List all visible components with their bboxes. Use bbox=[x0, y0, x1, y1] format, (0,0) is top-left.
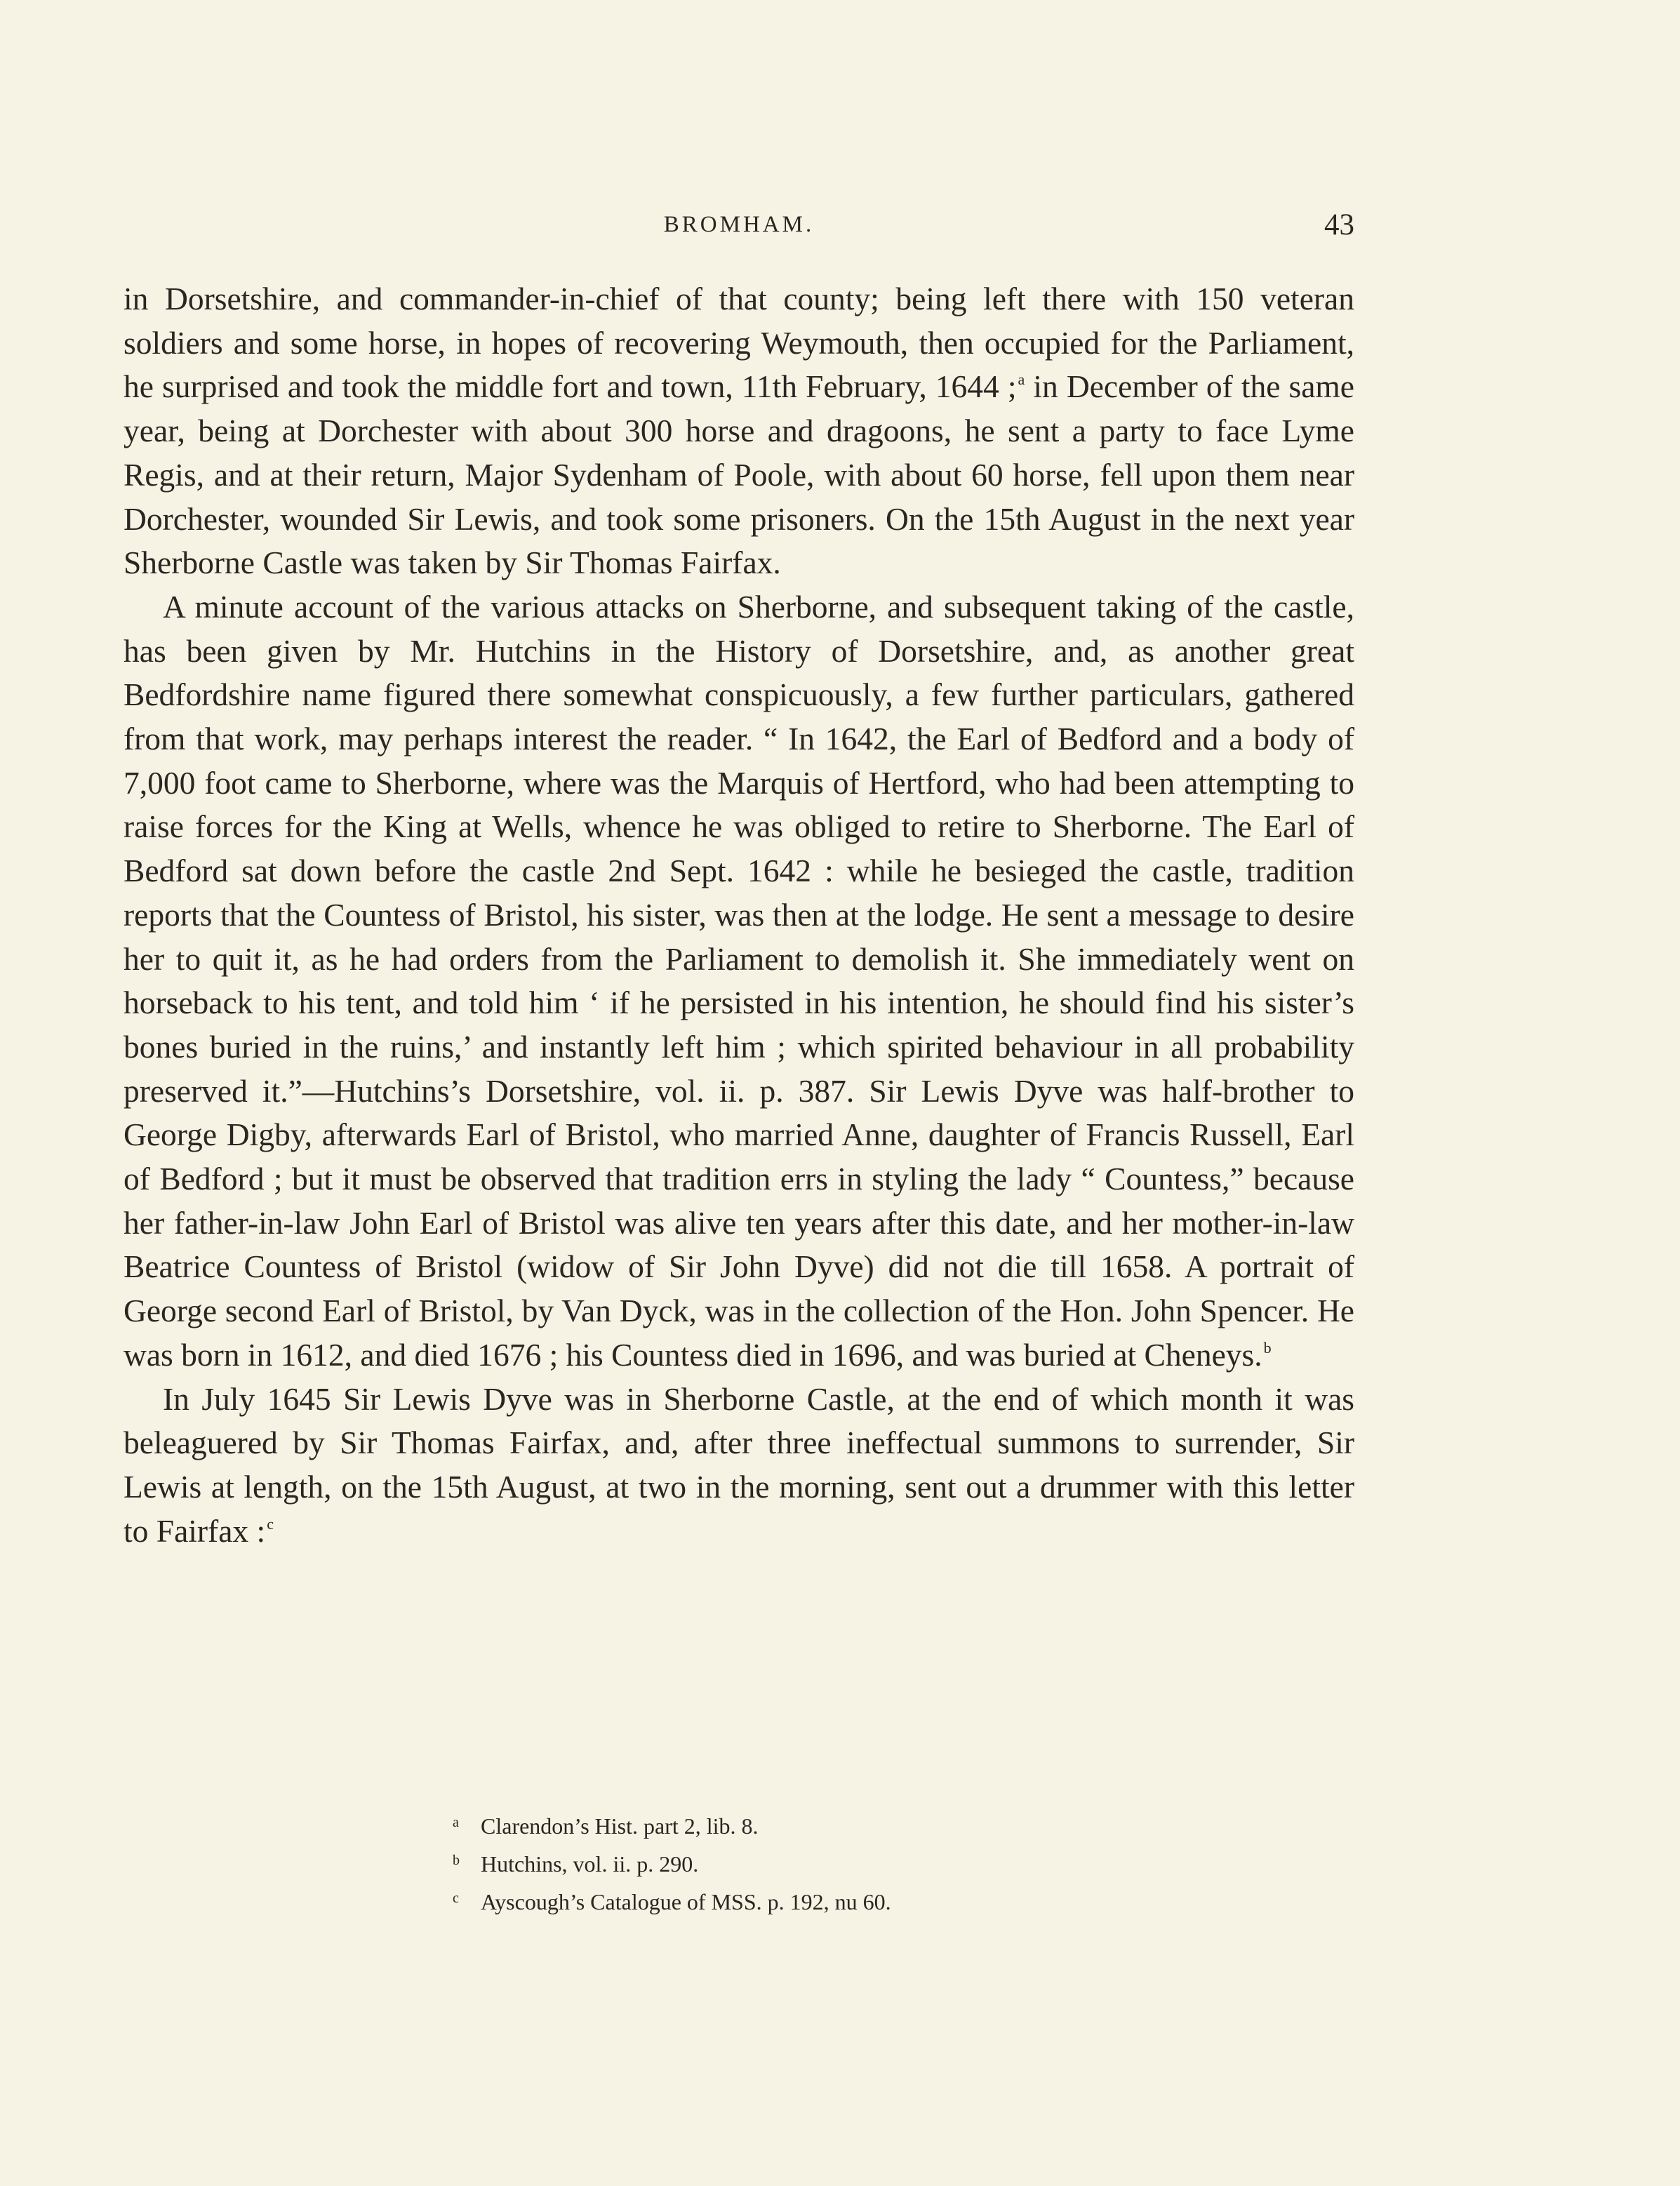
footnote-a bbox=[453, 1806, 1084, 1844]
footnote-text: Hutchins, vol. ii. p. 290. bbox=[481, 1851, 699, 1877]
footnote-ref-a: a bbox=[1018, 371, 1025, 389]
paragraph-text: A minute account of the various attacks on Sherborne, and subsequent taking of the castle, has been given by Mr. Hutchins in the History of Dorsetshire, and, as another great Bedfordshire name figured there somewhat conspicuously, a few further particulars, gathered from that work, may perhaps interest the reader. “ In 1642, the Earl of Bedford and a body of 7,000 foot came to Sherborne, where was the Marquis of Hertford, who had been attempting to raise forces for the King at Wells, whence he was obliged to retire to Sherborne. The Earl of Bedford sat down before the castle 2nd Sept. 1642 : while he besieged the castle, tradition reports that the Countess of Bristol, his sister, was then at the lodge. He sent a message to desire her to quit it, as he had orders from the Parliament to demolish it. She immediately went on horseback to his tent, and told him ‘ if he persisted in his intention, he should find his sister’s bones buried in the ruins,’ and instantly left him ; which spirited behaviour in all probability preserved it.”—Hutchins’s Dorsetshire, vol. ii. p. 387. Sir Lewis Dyve was half-brother to George Digby, afterwards Earl of Bristol, who married Anne, daughter of Francis Russell, Earl of Bedford ; but it must be observed that tradition errs in styling the lady “ Countess,” because her father-in-law John Earl of Bristol was alive ten years after this date, and her mother-in-law Beatrice Countess of Bristol (widow of Sir John Dyve) did not die till 1658. A portrait of George second Earl of Bristol, by Van Dyck, was in the collection of the Hon. John Spencer. He was born in 1612, and died 1676 ; his Countess died in 1696, and was buried at Cheneys. bbox=[124, 588, 1354, 1373]
footnote-b bbox=[453, 1844, 1084, 1881]
paragraph-text: in December of the same year, being at Dorchester with about 300 horse and dragoons, he sent a party to face Lyme Regis, and at their return, Major Sydenham of Poole, with about 60 horse, fell upon them near Dorchester, wounded Sir Lewis, and took some prisoners. On the 15th August in the next year Sherborne Castle was taken by Sir Thomas Fairfax. bbox=[124, 368, 1355, 581]
footnote-mark: c bbox=[453, 1891, 459, 1906]
paragraph-1 bbox=[124, 277, 1354, 585]
footnote-ref-c: c bbox=[267, 1514, 274, 1533]
paragraph-3 bbox=[124, 1378, 1354, 1554]
footnote-text: Ayscough’s Catalogue of MSS. p. 192, nu 60. bbox=[481, 1889, 891, 1914]
footnote-text: Clarendon’s Hist. part 2, lib. 8. bbox=[481, 1813, 759, 1839]
paragraph-text: In July 1645 Sir Lewis Dyve was in Sherborne Castle, at the end of which month it was beleaguered by Sir Thomas Fairfax, and, after three ineffectual summons to surrender, Sir Lewis at length, on the 15th August, at two in the morning, sent out a drummer with this letter to Fairfax : bbox=[124, 1380, 1354, 1549]
footnote-c bbox=[453, 1881, 1084, 1919]
paragraph-2 bbox=[124, 585, 1354, 1378]
footnotes bbox=[453, 1806, 1084, 1919]
page-number: 43 bbox=[1324, 208, 1354, 241]
running-head: BROMHAM. bbox=[663, 212, 815, 237]
main-text bbox=[124, 277, 1354, 1553]
paragraph-text: in Dorsetshire, and commander-in-chief of that county; being left there with 150 veteran soldiers and some horse, in hopes of recovering Weymouth, then occupied for the Parliament, he surprised and took the middle fort and town, 11th February, 1644 ; bbox=[124, 281, 1354, 405]
footnote-ref-b: b bbox=[1263, 1338, 1272, 1357]
footnote-mark: b bbox=[453, 1853, 460, 1868]
page-header bbox=[124, 208, 1354, 243]
footnote-mark: a bbox=[453, 1815, 459, 1830]
